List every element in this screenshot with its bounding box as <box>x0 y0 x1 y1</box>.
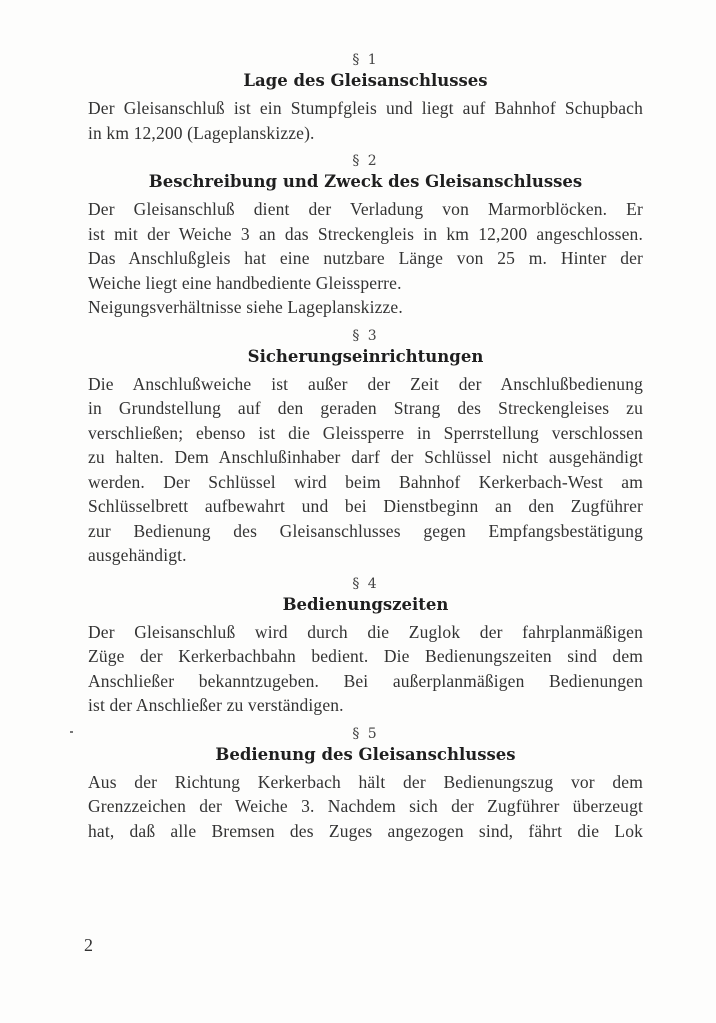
text-line: zu halten. Dem Anschlußinhaber darf der Schlüssel nicht ausgehändigt <box>88 447 643 467</box>
text-line: Grenzzeichen der Weiche 3. Nachdem sich der Zugführer überzeugt <box>88 796 643 816</box>
scan-speck <box>70 731 73 733</box>
page-number: 2 <box>84 935 93 955</box>
text-line: Der Gleisanschluß dient der Verladung von Marmorblöcken. Er <box>88 199 643 219</box>
section-heading: Lage des Gleisanschlusses <box>243 71 488 90</box>
text-line: Schlüsselbrett aufbewahrt und bei Dienstbeginn an den Zugführer <box>88 496 643 516</box>
text-line: Die Anschlußweiche ist außer der Zeit der Anschlußbedienung <box>88 373 643 394</box>
text-line: zur Bedienung des Gleisanschlusses gegen Empfangsbestätigung <box>88 520 643 541</box>
text-line: hat, daß alle Bremsen des Zuges angezogen sind, fährt die Lok <box>88 820 643 841</box>
text-line: ausgehändigt. <box>88 545 187 565</box>
text-line: Aus der Richtung Kerkerbach hält der Bedienungszug vor dem <box>88 771 643 792</box>
document-body <box>88 50 643 849</box>
text-line: Der Gleisanschluß wird durch die Zuglok der fahrplanmäßigen <box>88 621 643 642</box>
section-2 <box>88 151 643 320</box>
section-number: § 1 <box>352 52 379 68</box>
section-1 <box>88 50 643 145</box>
text-line: in km 12,200 (Lageplanskizze). <box>88 122 315 143</box>
text-line: in Grundstellung auf den geraden Strang des Streckengleises zu <box>88 398 643 418</box>
section-heading: Bedienungszeiten <box>282 594 449 614</box>
text-line: Neigungsverhältnisse siehe Lageplanskizze. <box>88 297 403 317</box>
section-number: § 2 <box>352 153 379 169</box>
section-heading: Sicherungseinrichtungen <box>247 346 484 366</box>
section-number: § 3 <box>352 327 379 344</box>
section-5 <box>88 724 643 844</box>
section-heading: Beschreibung und Zweck des Gleisanschlusses <box>148 172 583 191</box>
section-heading: Bedienung des Gleisanschlusses <box>215 744 516 764</box>
text-line: Der Gleisanschluß ist ein Stumpfgleis und liegt auf Bahnhof Schupbach <box>88 98 643 118</box>
text-line: Weiche liegt eine handbediente Gleissperre. <box>88 272 402 293</box>
text-line: werden. Der Schlüssel wird beim Bahnhof Kerkerbach-West am <box>88 471 643 492</box>
section-number: § 4 <box>352 575 379 592</box>
section-4 <box>88 574 643 718</box>
text-line: ist mit der Weiche 3 an das Streckengleis in km 12,200 angeschlossen. <box>88 223 643 244</box>
section-number: § 5 <box>352 725 379 742</box>
text-line: ist der Anschließer zu verständigen. <box>88 695 344 715</box>
text-line: verschließen; ebenso ist die Gleissperre in Sperrstellung verschlossen <box>88 422 643 443</box>
section-3 <box>88 326 643 568</box>
text-line: Anschließer bekanntzugeben. Bei außerplanmäßigen Bedienungen <box>88 670 643 691</box>
text-line: Züge der Kerkerbachbahn bedient. Die Bedienungszeiten sind dem <box>88 646 643 666</box>
text-line: Das Anschlußgleis hat eine nutzbare Länge von 25 m. Hinter der <box>88 248 643 268</box>
